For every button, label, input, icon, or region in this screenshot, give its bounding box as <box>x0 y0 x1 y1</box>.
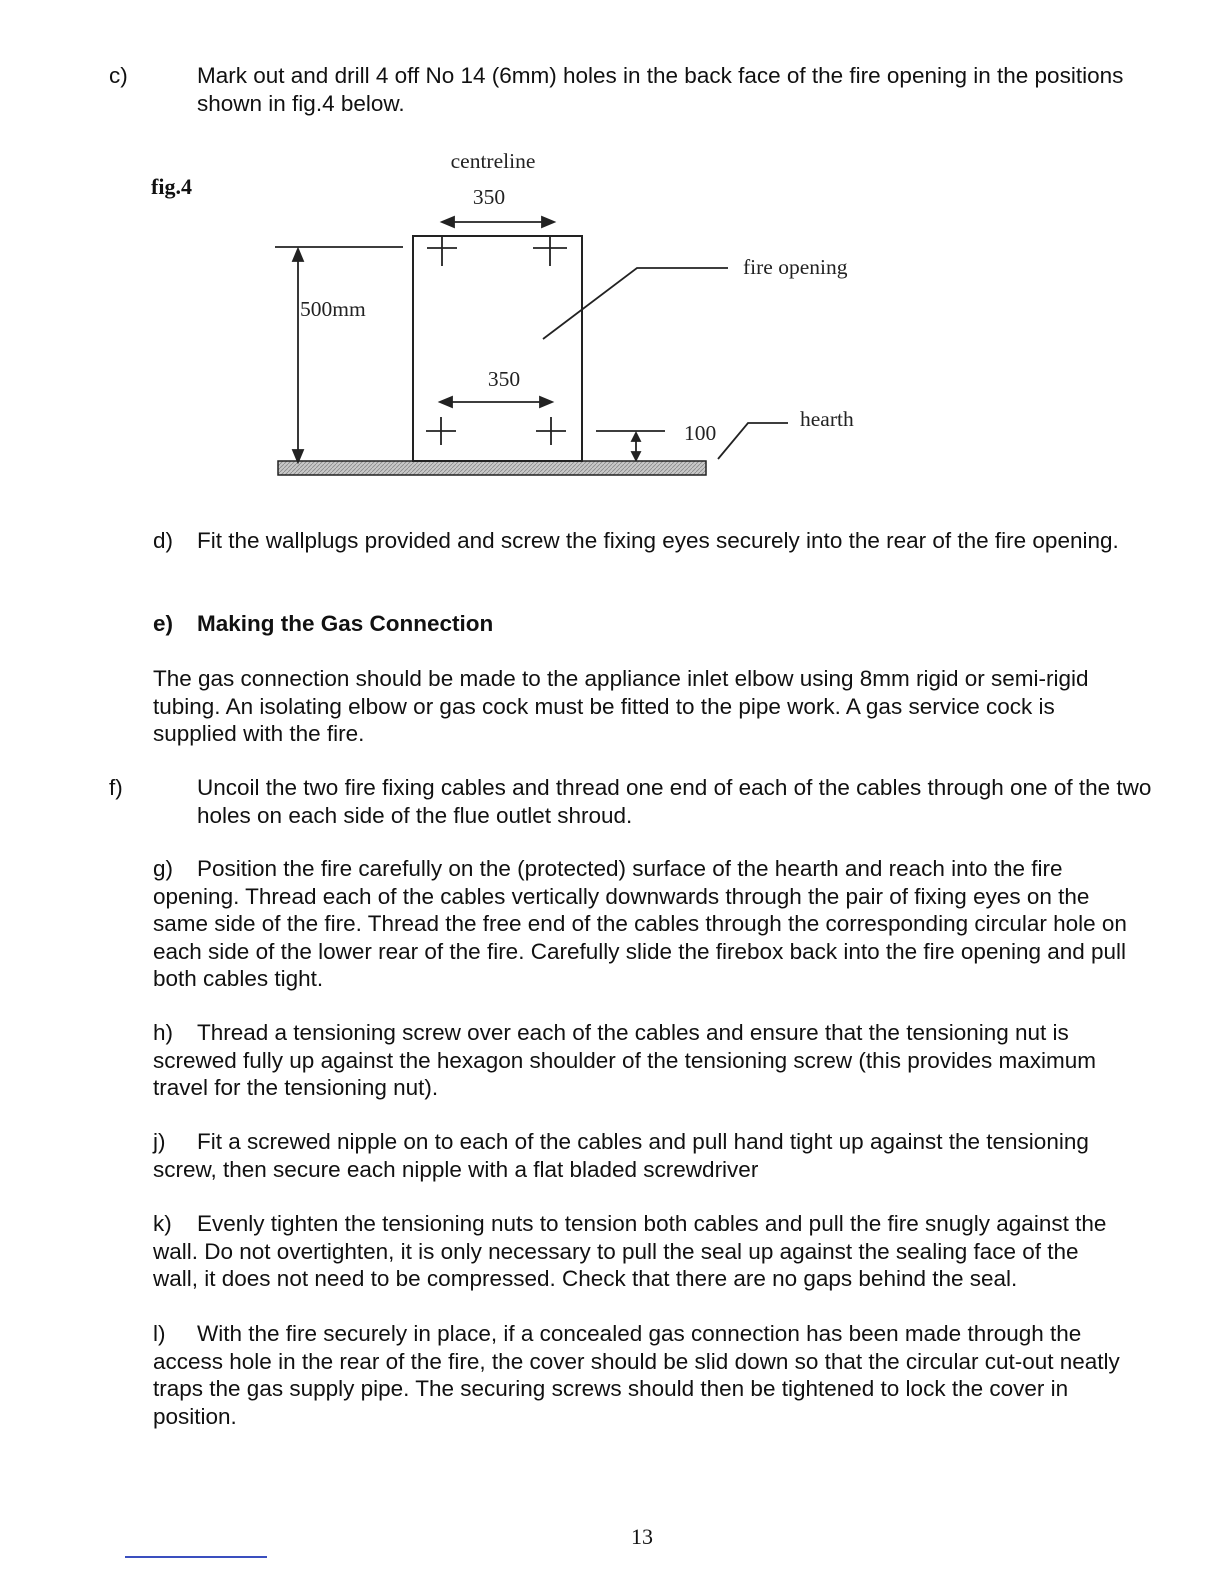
hearth-leader <box>718 423 788 459</box>
centreline-label: centreline <box>450 149 536 173</box>
top-spacing-label: 350 <box>472 185 506 209</box>
hole-bottom-left-marker <box>426 417 456 445</box>
step-e-label: e) <box>153 611 174 636</box>
step-g-label: g) <box>153 856 174 881</box>
step-e-body: The gas connection should be made to the appliance inlet elbow using 8mm rigid or semi-rigid tubing. An isolating elbow or gas cock must be fitted to the pipe work. A gas service cock is supplied with the fire. <box>153 666 1089 746</box>
footer-rule <box>125 1556 267 1558</box>
step-f <box>109 774 1172 829</box>
step-f-text: Uncoil the two fire fixing cables and thread one end of each of the cables through one of the two holes on each side of the flue outlet shroud. <box>197 775 1152 828</box>
step-f-label: f) <box>109 775 123 800</box>
step-k-label: k) <box>153 1211 172 1236</box>
step-j-text: Fit a screwed nipple on to each of the cables and pull hand tight up against the tensioning screw, then secure each nipple with a flat bladed screwdriver <box>153 1129 1089 1182</box>
height-dimension <box>275 247 403 462</box>
bottom-spacing-arrow <box>440 397 552 407</box>
step-d-text: Fit the wallplugs provided and screw the fixing eyes securely into the rear of the fire opening. <box>197 528 1119 553</box>
step-j-label: j) <box>153 1129 166 1154</box>
step-k <box>153 1210 1128 1293</box>
step-l <box>153 1320 1128 1430</box>
hearth-gap-dimension <box>596 431 665 460</box>
page-number: 13 <box>631 1524 653 1549</box>
step-e-heading-text: Making the Gas Connection <box>197 611 494 636</box>
hearth-slab <box>278 461 706 475</box>
step-e-heading <box>153 610 1128 638</box>
hole-top-left-marker <box>427 236 457 266</box>
step-h-text: Thread a tensioning screw over each of the cables and ensure that the tensioning nut is screwed fully up against the hexagon shoulder of the tensioning screw (this provides maximum travel for the tensioning nut). <box>153 1020 1096 1100</box>
step-l-text: With the fire securely in place, if a concealed gas connection has been made through the access hole in the rear of the fire, the cover should be slid down so that the circular cut-out neatly traps the gas supply pipe. The securing screws should then be tightened to lock the cover in position. <box>153 1321 1120 1429</box>
step-j <box>153 1128 1128 1183</box>
step-k-text: Evenly tighten the tensioning nuts to tension both cables and pull the fire snugly against the wall. Do not overtighten, it is only necessary to pull the seal up against the sealing face of the wall, it does not need to be compressed. Check that there are no gaps behind the seal. <box>153 1211 1107 1291</box>
fire-opening-label: fire opening <box>743 255 848 279</box>
step-g <box>153 855 1128 993</box>
hearth-label: hearth <box>800 407 854 431</box>
hole-bottom-right-marker <box>536 417 566 445</box>
top-spacing-arrow <box>442 217 554 227</box>
step-d <box>153 527 1128 555</box>
height-label: 500mm <box>300 297 366 321</box>
step-h-label: h) <box>153 1020 174 1045</box>
hole-top-right-marker <box>533 236 567 266</box>
step-l-label: l) <box>153 1321 166 1346</box>
fire-opening-leader <box>543 268 728 339</box>
step-h <box>153 1019 1128 1102</box>
step-d-label: d) <box>153 528 174 553</box>
step-g-text: Position the fire carefully on the (protected) surface of the hearth and reach into the fire opening. Thread each of the cables vertically downwards through the pair of fixing eyes on the same side of the fire. Thread the free end of the cables through the corresponding circular hole on each side of the lower rear of the fire. Carefully slide the firebox back into the fire opening and pull both cables tight. <box>153 856 1127 991</box>
step-c-text: Mark out and drill 4 off No 14 (6mm) holes in the back face of the fire opening in the positions shown in fig.4 below. <box>197 63 1124 116</box>
fire-opening-outline <box>413 236 582 461</box>
fig4-diagram <box>0 0 1224 520</box>
hearth-gap-label: 100 <box>684 421 717 445</box>
figure-label: fig.4 <box>151 174 192 199</box>
step-c-label: c) <box>109 63 128 88</box>
bottom-spacing-label: 350 <box>487 367 521 391</box>
